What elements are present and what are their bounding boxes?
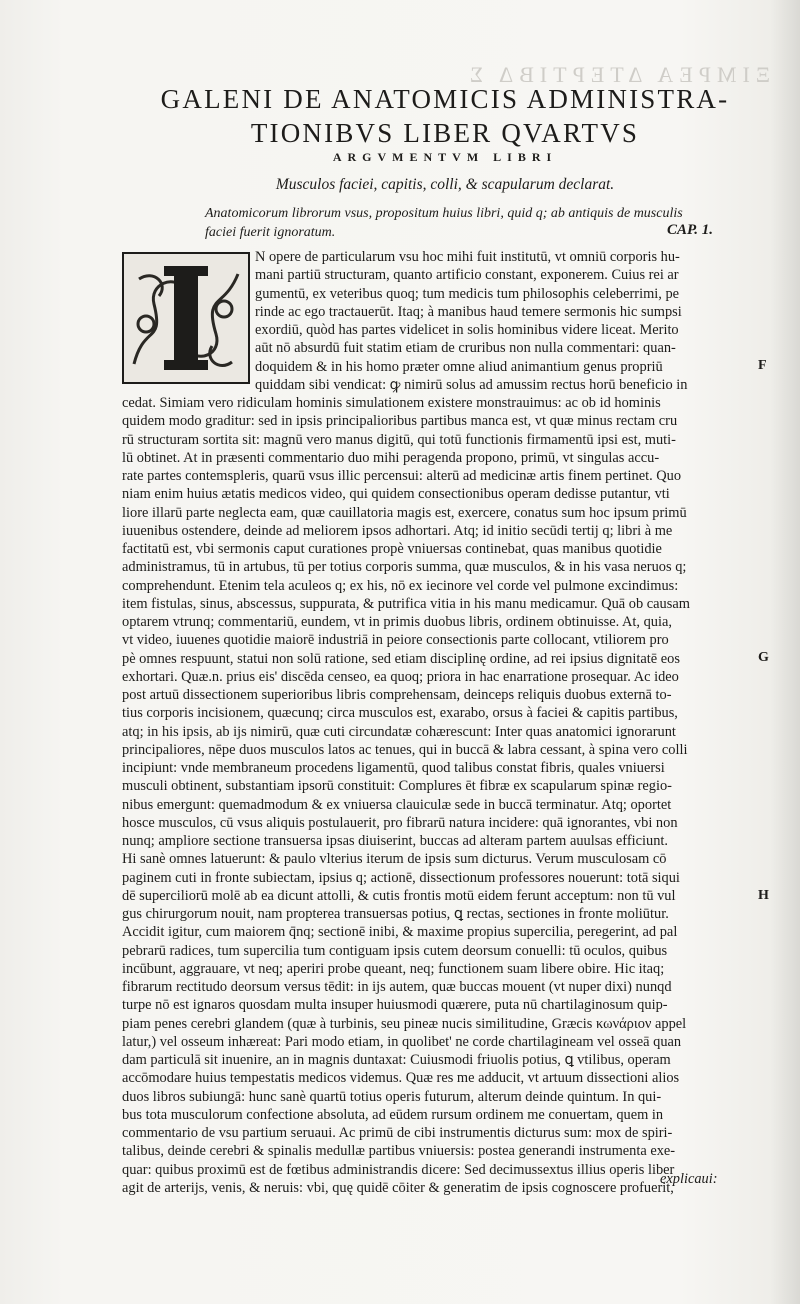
text-line: quidem modo graditur: sed in ipsis principalioribus partibus manca est, vt quæ minus rectam cru — [122, 413, 678, 430]
text-line: talibus, deinde cerebri & spinalis medullæ partibus vniuersis: postea generandi instrumenta exe- — [122, 1143, 676, 1160]
text-line: musculi obtinent, substantiam ipsorū constituit: Complures ēt fibræ ex scapularum spinæ regio- — [122, 778, 672, 795]
text-line: gus chirurgorum nouit, nam propterea transuersas potius, ꝗ rectas, sectiones in fronte moliūtur. — [122, 906, 669, 922]
text-line: duos libros subiungā: hunc sanè quartū totius operis futurum, alterum deinde quintum. In qui- — [122, 1088, 662, 1105]
text-line: paginem cuti in fronte subiectam, ipsius q; actionē, dissectionum professores nouerunt: totā siqui — [122, 869, 680, 886]
book-subtitle: Musculos faciei, capitis, colli, & scapularum declarat. — [275, 176, 615, 193]
text-line: tius corporis incisionem, quæcunq; circa musculos est, exarabo, orsus à faciei & capitis partibus, — [122, 705, 678, 722]
text-line: nunq; ampliore sectione transuersa ipsas diuiserint, buccas ad alteram partem auulsas efficiunt. — [122, 833, 669, 849]
text-line: incipiunt: vnde membraneum procedens ligamentū, quod talibus constat fibris, quales vniuersi — [122, 760, 665, 776]
text-line: accōmodare huius tempestatis medicos videmus. Quæ res me adducit, vt artuum dissectioni alios — [122, 1070, 680, 1087]
text-line: piam penes cerebri glandem (quæ à turbinis, seu pineæ nucis similitudine, Græcis κωνάριον appel — [122, 1015, 687, 1032]
text-line: vt video, iuuenes quotidie maiorē industriā in peiore consectionis parte collocant, vtiliorem pro — [122, 632, 669, 649]
text-line: factitatū est, vbi sermonis caput curationes propè vniuersas continebat, quas manibus quotidie — [122, 541, 662, 557]
chapter-heading-line-1: Anatomicorum librorum vsus, propositum huius libri, quid q; ab antiquis de musculis — [205, 206, 683, 221]
text-line: principaliores, nēpe duos musculos latos ac tenues, qui in buccā & labra cessant, à spina vero colli — [122, 741, 688, 758]
text-line: pebrarū radices, tum supercilia tum contiguam ipsis cutem deorsum conuelli: tū oculos, quibus — [122, 942, 668, 959]
text-line: optarem vtrunq; commentariū, eundem, vt in primis duobus libris, ordinem obtinuisse. At, quia, — [122, 614, 672, 630]
text-line: fibrarum rectitudo deorsum versus tēdit: in ijs autem, quæ buccas mouent (vt nuper dixi) nunqd — [122, 979, 672, 995]
text-line: Hi sanè omnes latuerunt: & paulo vlterius iterum de ipsis sum dicturus. Verum musculosam cō — [122, 851, 667, 868]
margin-note-f: F — [758, 358, 767, 373]
closing-word: explicaui: — [660, 1171, 718, 1187]
bleed-through-header: ΞΙΜΡΕΑ ΔΤΕΡΤΙΒΔ Σ — [463, 62, 770, 87]
text-line: doquidem & in his homo præter omne aliud animantium genus propriū — [255, 358, 663, 375]
text-line: pè omnes respuunt, statui non solū ratione, sed etiam disciplinę ordine, ad rei ipsius dignitatē eos — [122, 650, 680, 667]
text-line: rinde ac ego tractauerūt. Itaq; à manibus haud temere sermonis hic sumpsi — [255, 303, 682, 320]
text-line: rū structuram sortita sit: magnū vero manus digitū, qui totū functionis firmamentū ipsi est, muti- — [122, 431, 676, 448]
text-line: item fistulas, sinus, abscessus, suppurata, & putrifica vitia in his manu medicamur. Quā ob causam — [122, 595, 690, 612]
text-line: N opere de particularum vsu hoc mihi fuit institutū, vt omniū corporis hu- — [255, 249, 680, 265]
text-line: bus tota musculorum confectione absoluta, ad eūdem rursum ordinem me conuertam, quem in — [122, 1106, 664, 1123]
title-line-2: TIONIBVS LIBER QVARTVS — [250, 118, 640, 148]
title-line-1: GALENI DE ANATOMICIS ADMINISTRA- — [160, 84, 730, 114]
text-line: incūbunt, aggrauare, vt neq; aperiri probe queant, neq; functionem suam libere obire. Hic itaq; — [122, 960, 665, 977]
text-line: comprehendunt. Etenim tela aculeos q; ex his, nō ex iecinore vel corde vel pulmone excindimus: — [122, 577, 679, 594]
text-line: cedat. Simiam vero ridiculam hominis simulationem existere monstrauimus: ac ob id hominis — [122, 395, 661, 411]
text-line: aūt nō absurdū fuit statim etiam de cruribus non nulla commentari: quan- — [255, 340, 676, 357]
text-line: commentario de vsu partium seruaui. Ac primū de cibi instrumentis dicturus sum: mox de spiri- — [122, 1125, 673, 1141]
text-line: exordiū, quòd has partes videlicet in solis hominibus videre liceat. Merito — [255, 322, 679, 338]
text-line: nibus emergunt: quemadmodum & ex vniuersa clauiculæ sede in buccā terminatur. Atq; oportet — [122, 796, 672, 813]
chapter-heading-line-2: faciei fuerit ignoratum. — [205, 225, 336, 240]
text-line: quiddam sibi vendicat: ꝙ nimirū solus ad amussim rectus horū beneficio in — [255, 376, 688, 393]
text-line: iuuenibus ostendere, deinde ad meliorem ipsos adhortari. Atq; id initio secūdi tertij q; libri à me — [122, 522, 673, 539]
main-text-block — [122, 248, 768, 1197]
text-line: rate partes contemspleris, quarū vsus illic percensui: alterū ad medicinæ artis finem pertinet. Quo — [122, 468, 682, 484]
text-line: lū obtinet. At in præsenti commentario duo mihi peragenda propono, primū, vt singulas accu- — [122, 449, 660, 466]
text-line: quar: quibus proximū est de fœtibus administrandis dicere: Sed decimussextus illius operis liber — [122, 1161, 675, 1178]
text-line: post artuū dissectionem superioribus libris comprehensam, deinceps reliquis duobus externā to- — [122, 687, 672, 703]
text-line: hosce musculos, cū vsus aliquis postulauerit, pro fibrarū natura incidere: quā ignorantes, vbi non — [122, 814, 678, 831]
binding-shadow — [770, 0, 800, 1304]
text-line: turpe nō est ignaros quosdam multa insuper huiusmodi quærere, puta nū chartilaginosum quip- — [122, 997, 668, 1014]
argument-label: ARGVMENTVM LIBRI — [332, 150, 558, 164]
text-line: niam enim huius ætatis medicos video, qui quidem consectionibus operam dedisse putantur, vti — [122, 486, 670, 503]
margin-note-h: H — [758, 888, 769, 903]
text-line: liore illarū parte neglecta eam, quæ cauillatoria magis est, exercere, conatus sum hoc ipsum primū — [122, 504, 687, 521]
chapter-heading — [205, 204, 705, 242]
text-line: exhortari. Quæ.n. prius eis' discēda censeo, ea quoq; priora in hac enarratione prosequar. Ac ideo — [122, 668, 679, 685]
text-line: administramus, tū in artubus, tū per totius corporis summa, quæ musculos, & in his vasa neruos q; — [122, 559, 687, 576]
margin-note-g: G — [758, 650, 769, 665]
text-line: dē superciliorū molē ab ea dicunt attolli, & cutis frontis motū eidem ferunt acceptum: non tū vul — [122, 887, 676, 904]
chapter-number: CAP. 1. — [667, 222, 713, 238]
text-line: agit de arterijs, venis, & neruis: vbi, quę quidē cōiter & generatim de ipsis cognoscere profuerit, — [122, 1179, 674, 1196]
text-line: Accidit igitur, cum maiorem q̄nq; sectionē inibi, & maxime propius supercilia, peregerint, ad pal — [122, 924, 678, 941]
text-line: atq; in his ipsis, ab ijs nimirū, quæ cuti circundatæ cohærescunt: Inter quas anatomici ignorarunt — [122, 723, 676, 740]
text-line: dam particulā sit inuenire, an in magnis duntaxat: Cuiusmodi friuolis potius, ꝗ vtilibus, operam — [122, 1052, 671, 1068]
book-title — [120, 82, 770, 150]
text-line: gumentū, ex veteribus quoq; tum medicis tum philosophis celeberrimi, pe — [255, 285, 680, 302]
text-line: mani partiū structuram, quanto artificio constant, exponerem. Cuius rei ar — [255, 267, 679, 284]
text-line: latur,) vel osseum inhæreat: Pari modo etiam, in quolibet' ne corde chartilagineam vel osseā quan — [122, 1033, 682, 1050]
